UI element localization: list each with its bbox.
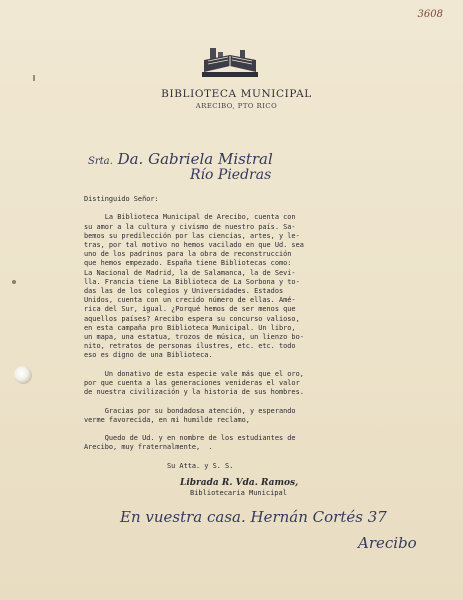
recipient-line: [88, 150, 273, 168]
letter-body: Distinguido Señor: La Biblioteca Municipal de Arecibo, cuenta con su amor a la cultura y civismo de nuestro país. Sa- bemos su predilección por las ciencias, artes, y le- tras, por tal motivo no hemos vacilado en que Ud. sea uno de los padrinos para la obra de reconstrucción que hemos empezado. España tiene Bibliotecas como: La Nacional de Madrid, la de Salamanca, la de Sevi- lla. Francia tiene La Biblioteca de La Sorbona y to- das las de los colegios y Universidades. Estados Unidos, cuenta con un crecido número de ellas. Amé- rica del Sur, igual. ¿Porqué hemos de ser menos que aquellos países? Arecibo espera su concurso valioso, en esta campaña pro Biblioteca Municipal. Un libro, un mapa, una estatua, trozos de música, un lienzo bo- nito, retratos de personas ilustres, etc. etc. todo eso es digno de una Biblioteca. Un donativo de esta especie vale más que el oro, por que cuenta a las generaciones venideras el valor de nuestra civilización y la historia de sus hombres. Gracias por su bondadosa atención, y esperando verme favorecida, en mi humilde reclamo, Quedo de Ud. y en nombre de los estudiantes de Arecibo, muy fraternalmente, . Su Atta. y S. S.: [84, 195, 304, 470]
signature-title: Bibliotecaria Municipal: [190, 489, 287, 497]
recipient-city: Río Piedras: [190, 167, 272, 183]
paper-puncture: [12, 280, 16, 284]
pencil-mark: [33, 75, 35, 81]
recipient-prefix: Srta.: [88, 156, 113, 167]
library-name: BIBLIOTECA MUNICIPAL: [161, 88, 312, 100]
signature-name: Librada R. Vda. Ramos,: [180, 478, 299, 488]
archive-number: 3608: [417, 9, 443, 20]
binder-hole: [14, 366, 32, 384]
handwritten-note-city: Arecibo: [358, 534, 417, 552]
library-location: ARECIBO, PTO RICO: [195, 102, 278, 110]
handwritten-note: En vuestra casa. Hernán Cortés 37: [120, 508, 387, 526]
open-book-icon: [200, 46, 260, 80]
recipient-name: Da. Gabriela Mistral: [117, 150, 273, 168]
